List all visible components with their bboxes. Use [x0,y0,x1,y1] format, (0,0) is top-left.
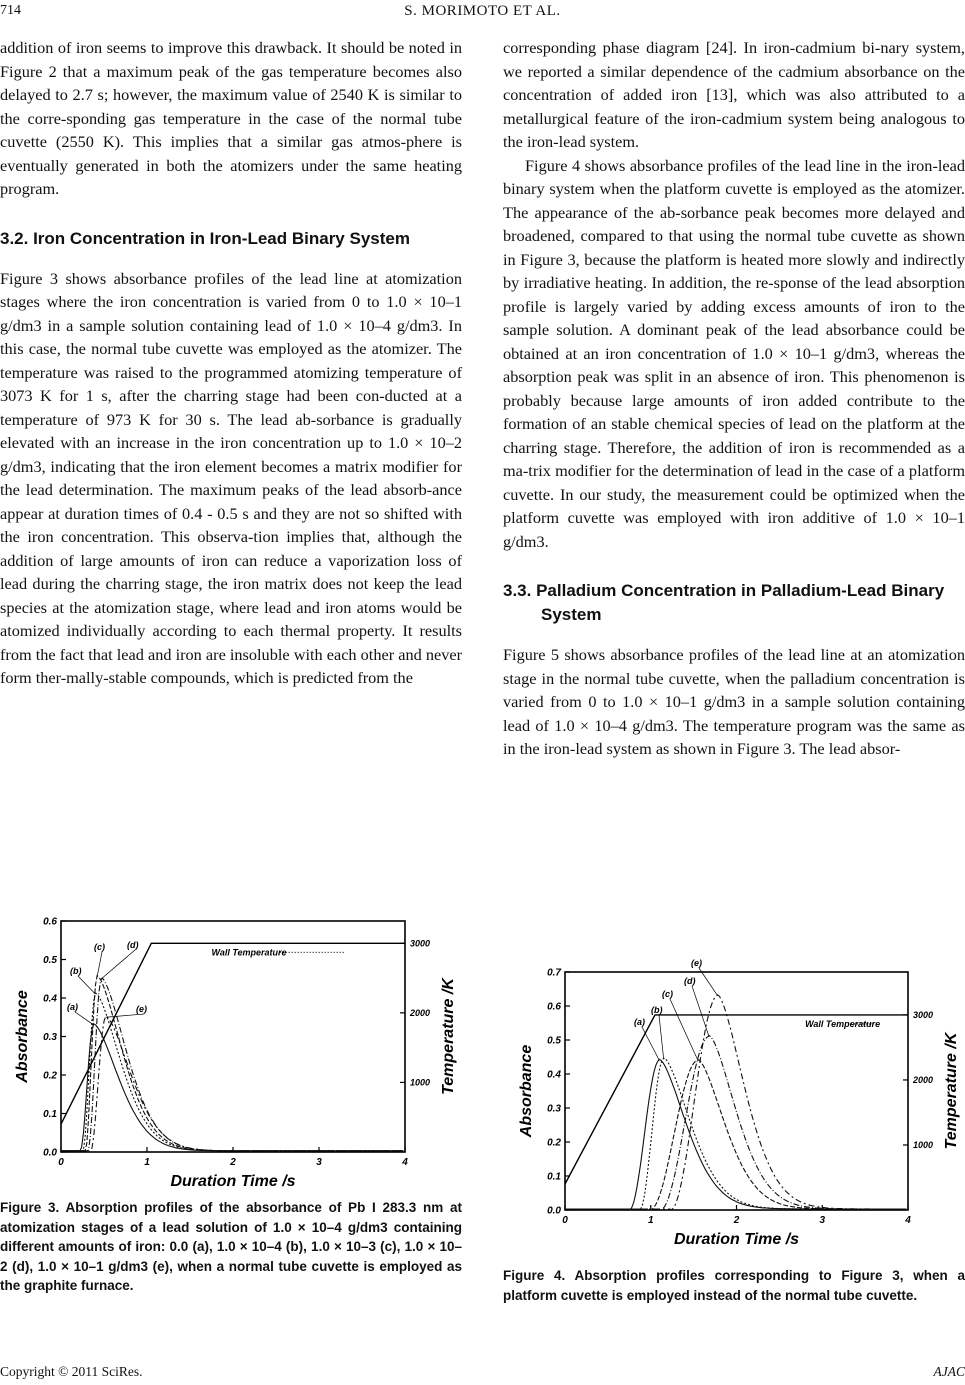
copyright-notice: Copyright © 2011 SciRes. [0,1364,143,1379]
x-tick-label: 2 [230,1157,236,1168]
y2-tick-label: 2000 [913,1074,934,1085]
curve-label: (e) [136,1004,147,1014]
figure-3 [4,912,457,1202]
running-head: S. MORIMOTO ET AL. [404,3,561,19]
y-tick-label: 0.3 [43,1032,57,1043]
y-axis-title: Absorbance [518,1044,535,1138]
y2-axis-title: Temperature /K [943,1032,960,1150]
y-tick-label: 0.0 [43,1147,57,1159]
y-axis-title: Absorbance [14,990,31,1083]
x-tick-label: 0 [58,1157,64,1168]
x-tick-label: 3 [819,1215,826,1226]
y-tick-label: 0.4 [43,993,57,1005]
x-axis-title: Duration Time /s [673,1231,800,1248]
right-column [503,36,965,761]
right-paragraph-3: Figure 5 shows absorbance profiles of the lead line at an atomization stage in the normal tube cuvette, when the palladium concentration is varied from 0 to 1.0 × 10–1 g/dm3 in a sample solution containing lead of 1.0 × 10–4 g/dm3. The temperature program was the same as in the iron-lead system as shown in Figure 3. The lead absor- [503,645,965,758]
y-tick-label: 0.2 [43,1070,57,1082]
figure-4 [510,952,962,1262]
figure-4-caption: Figure 4. Absorption profiles corresponding to Figure 3, when a platform cuvette is employed instead of the normal tube cuvette. [503,1268,965,1303]
x-axis-title: Duration Time /s [170,1173,296,1190]
curve-label-pointer [97,952,102,977]
y2-tick-label: 3000 [913,1009,934,1020]
wall-temperature-label: Wall Temperature [211,947,287,958]
page-header [0,0,965,24]
y-tick-label: 0.6 [43,916,57,928]
wall-temperature-label: Wall Temperature [805,1018,881,1029]
y-tick-label: 0.6 [547,1001,561,1013]
x-tick-label: 3 [316,1157,322,1168]
figure-4-chart [510,952,962,1257]
curve-label: (d) [127,940,139,950]
x-tick-label: 1 [647,1215,654,1226]
journal-abbrev: AJAC [933,1364,965,1379]
wall-temperature-line [565,1015,908,1184]
y-tick-label: 0.5 [547,1035,561,1047]
absorbance-curve-d [61,978,403,1151]
curve-label-pointer [692,986,709,1037]
y-tick-label: 0.1 [547,1171,561,1183]
curve-label: (b) [70,966,82,976]
x-tick-label: 2 [733,1215,740,1226]
left-paragraph-2: Figure 3 shows absorbance profiles of the lead line at atomization stages where the iron concentration is varied from 0 to 1.0 × 10–1 g/dm3 in a sample solution containing lead of 1.0 × 10–4 g/dm3. In this case, the normal tube cuvette was employed as the atomizer. The temperature was raised to the programmed atomizing temperature of 3073 K for 1 s, after the charring stage had been con-ducted at a temperature of 973 K for 30 s. The lead ab-sorbance is gradually elevated with an increase in the iron concentration up to 1.0 × 10–2 g/dm3, indicating that the iron element becomes a matrix modifier for the lead determination. The maximum peaks of the lead absorb-ance appear at duration times of 0.4 - 0.5 s and they are not so shifted with the iron concentration. This observa-tion implies that, although the addition of large amounts of iron can reduce a vaporization loss of lead during the charring stage, the iron matrix does not keep the lead species at the atomization stage, where lead and iron atoms would be atomized individually according to each thermal property. It results from the fact that lead and iron are insoluble with each other and never form ther-mally-stable compounds, which is predicted from the [0,268,462,687]
curve-label-pointer [78,976,95,994]
curve-label: (c) [662,989,673,999]
absorbance-curve-a [61,1024,403,1151]
absorbance-curve-c [565,1060,906,1210]
curve-label: (a) [67,1002,78,1012]
y-tick-label: 0.5 [43,955,57,966]
y2-axis-title: Temperature /K [440,978,457,1095]
y2-tick-label: 3000 [410,938,431,949]
x-tick-label: 0 [562,1215,568,1226]
absorbance-curve-b [565,1058,906,1210]
right-paragraph-1: corresponding phase diagram [24]. In iron-cadmium bi-nary system, we reported a similar dependence of the cadmium absorbance on the concentration of added iron [13], which was also attributed to a metallurgical feature of the iron-cadmium system being analogous to the iron-lead system. [503,38,965,151]
y-tick-label: 0.2 [547,1137,561,1149]
section-heading-3-2: 3.2. Iron Concentration in Iron-Lead Binary System [0,228,410,248]
curve-label-pointer [670,999,698,1060]
y-tick-label: 0.1 [43,1109,57,1120]
y-tick-label: 0.4 [547,1069,561,1081]
absorbance-curve-c [61,976,403,1151]
curve-label-pointer [106,1014,144,1017]
page-number: 714 [0,3,21,18]
curve-label: (b) [651,1005,663,1015]
x-tick-label: 1 [144,1157,150,1168]
y2-tick-label: 2000 [410,1007,431,1018]
x-tick-label: 4 [905,1215,911,1226]
y-tick-label: 0.7 [547,967,561,979]
page-footer [0,1364,965,1380]
right-paragraph-2: Figure 4 shows absorbance profiles of the lead line in the iron-lead binary system when the platform cuvette is employed as the atomizer. The appearance of the ab-sorbance peak becomes more delayed and broadened, compared to that using the normal tube cuvette as shown in Figure 3, because the platform is heated more slowly and indirectly by irradiative heating. In addition, the re-sponse of the lead absorption profile is largely varied by adding excess amounts of iron to the sample solution. A dominant peak of the lead absorbance could be obtained at an iron concentration of 1.0 × 10–1 g/dm3, whereas the absorption peak was split in an absence of iron. This phenomenon is probably because large amounts of iron added contribute to the formation of an stable chemical species of lead on the platform at the charring stage. Therefore, the addition of iron is recommended as a ma-trix modifier for the determination of lead in the case of a platform cuvette. In our study, the measurement could be optimized when the platform cuvette was employed with iron additive of 1.0 × 10–1 g/dm3. [503,155,965,551]
y-tick-label: 0.3 [547,1103,561,1115]
absorbance-curve-e [61,1016,403,1152]
curve-label-pointer [101,950,135,979]
curve-label-pointer [659,1015,664,1059]
left-paragraph-1: addition of iron seems to improve this drawback. It should be noted in Figure 2 that a maximum peak of the gas temperature becomes also delayed to 2.7 s; however, the maximum value of 2540 K is similar to the corre-sponding gas temperature in the case of the normal tube cuvette (2550 K). This implies that a similar gas atmos-phere is eventually generated in both the atomizers under the same heating program. [0,38,462,198]
curve-label: (a) [634,1017,645,1027]
curve-label: (e) [691,958,702,968]
y-tick-label: 0.0 [547,1205,561,1217]
y2-tick-label: 1000 [913,1139,934,1150]
section-heading-3-3: 3.3. Palladium Concentration in Palladium-Lead Binary System [503,581,945,624]
figure-3-chart [4,912,457,1197]
curve-label: (d) [684,976,696,986]
curve-label-pointer [75,1012,94,1025]
absorbance-curve-a [565,1059,906,1209]
y2-tick-label: 1000 [410,1077,431,1088]
absorbance-curve-d [565,1036,906,1210]
curve-label: (c) [94,942,105,952]
curve-label-pointer [642,1027,659,1060]
plot-frame [565,972,908,1210]
figure-3-caption: Figure 3. Absorption profiles of the absorbance of Pb I 283.3 nm at atomization stages of a lead solution of 1.0 × 10–4 g/dm3 containing different amounts of iron: 0.0 (a), 1.0 × 10–4 (b), 1.0 × 10–3 (c), 1.0 × 10–2 (d), 1.0 × 10–1 g/dm3 (e), when a normal tube cuvette is employed as the graphite furnace. [0,1200,462,1293]
x-tick-label: 4 [402,1157,408,1168]
left-column [0,36,462,690]
